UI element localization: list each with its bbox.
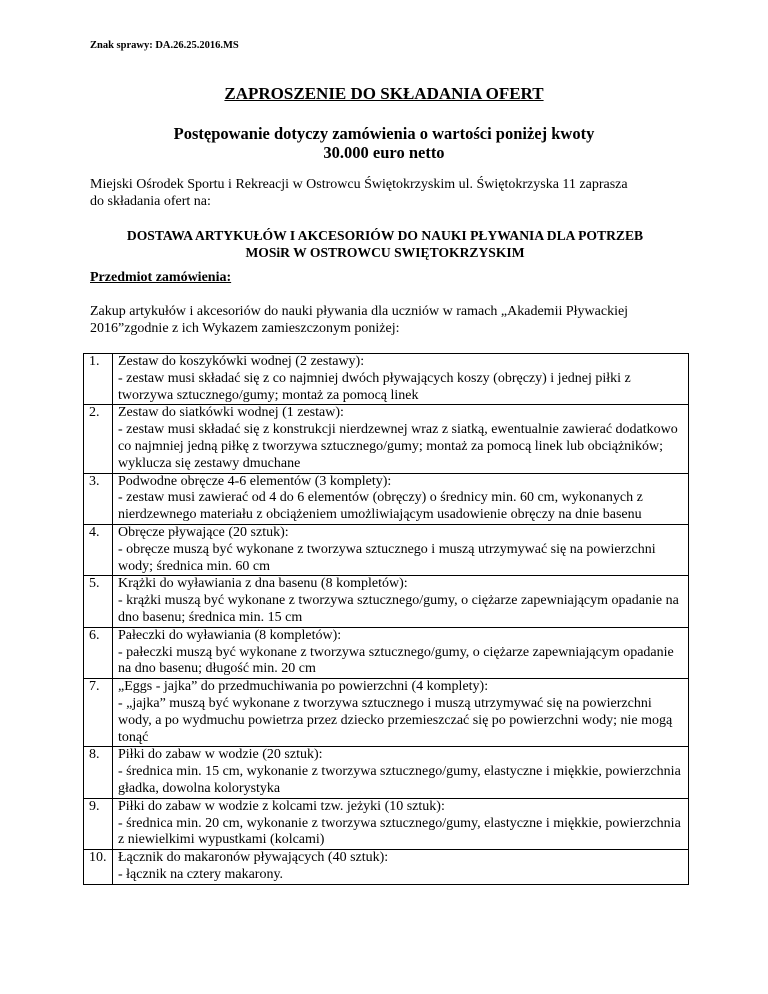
item-cell bbox=[113, 627, 689, 678]
item-cell bbox=[113, 679, 689, 747]
table-row bbox=[84, 627, 689, 678]
item-name: Obręcze pływające (20 sztuk): bbox=[118, 524, 289, 540]
document-subtitle bbox=[0, 124, 768, 162]
table-row bbox=[84, 576, 689, 627]
order-heading bbox=[80, 227, 690, 261]
items-table-body bbox=[84, 354, 689, 885]
item-number: 9. bbox=[84, 798, 113, 849]
item-number: 2. bbox=[84, 405, 113, 473]
item-description: - średnica min. 15 cm, wykonanie z tworzywa sztucznego/gumy, elastyczne i miękkie, powierzchnia gładka, dowolna kolorystyka bbox=[118, 764, 681, 796]
item-name: Pałeczki do wyławiania (8 kompletów): bbox=[118, 627, 342, 643]
item-description: - krążki muszą być wykonane z tworzywa sztucznego/gumy, o ciężarze zapewniającym opadanie na dno basenu; średnica min. 15 cm bbox=[118, 593, 679, 625]
table-row bbox=[84, 798, 689, 849]
purchase-line-2: 2016”zgodnie z ich Wykazem zamieszczonym poniżej: bbox=[90, 321, 400, 336]
intro-line-2: do składania ofert na: bbox=[90, 194, 211, 209]
item-name: Piłki do zabaw w wodzie (20 sztuk): bbox=[118, 747, 323, 763]
document-title: ZAPROSZENIE DO SKŁADANIA OFERT bbox=[224, 84, 544, 103]
item-description: - zestaw musi składać się z co najmniej dwóch pływających koszy (obręczy) i jednej piłki z tworzywa sztucznego/gumy; montaż za pomocą linek bbox=[118, 370, 631, 403]
table-row bbox=[84, 850, 689, 885]
heading-line-2: MOSiR W OSTROWCU SWIĘTOKRZYSKIM bbox=[245, 245, 525, 260]
item-number: 1. bbox=[84, 354, 113, 405]
table-row bbox=[84, 679, 689, 747]
item-description: - zestaw musi zawierać od 4 do 6 elementów (obręczy) o średnicy min. 60 cm, wykonanych z nierdzewnego materiału z obciążeniem umożliwiającym usadowienie obręczy na dnie basenu bbox=[118, 490, 643, 523]
item-name: Łącznik do makaronów pływających (40 sztuk): bbox=[118, 850, 389, 866]
item-number: 4. bbox=[84, 524, 113, 575]
subject-label: Przedmiot zamówienia: bbox=[90, 270, 232, 285]
item-cell bbox=[113, 405, 689, 473]
item-description: - średnica min. 20 cm, wykonanie z tworzywa sztucznego/gumy, elastyczne i miękkie, powierzchnia z niewielkimi wypustkami (kolcami) bbox=[118, 815, 681, 848]
table-row bbox=[84, 405, 689, 473]
item-cell bbox=[113, 747, 689, 798]
item-cell bbox=[113, 576, 689, 627]
item-description: - pałeczki muszą być wykonane z tworzywa sztucznego/gumy, o ciężarze zapewniającym opadanie na dno basenu; długość min. 20 cm bbox=[118, 644, 674, 677]
item-cell bbox=[113, 473, 689, 524]
item-name: „Eggs - jajka” do przedmuchiwania po powierzchni (4 komplety): bbox=[118, 679, 489, 695]
item-cell bbox=[113, 354, 689, 405]
subtitle-line-1: Postępowanie dotyczy zamówienia o wartości poniżej kwoty bbox=[173, 124, 595, 143]
table-row bbox=[84, 524, 689, 575]
item-name: Podwodne obręcze 4-6 elementów (3 komplety): bbox=[118, 473, 392, 489]
case-reference: Znak sprawy: DA.26.25.2016.MS bbox=[90, 40, 239, 51]
table-row bbox=[84, 473, 689, 524]
item-name: Piłki do zabaw w wodzie z kolcami tzw. jeżyki (10 sztuk): bbox=[118, 798, 445, 814]
item-description: - „jajka” muszą być wykonane z tworzywa sztucznego i muszą utrzymywać się na powierzchni wody, a po wydmuchu powietrza przez dziecko przemieszczać się po powierzchni wody; nie mogą tonąć bbox=[118, 695, 673, 745]
item-cell bbox=[113, 850, 689, 885]
item-number: 5. bbox=[84, 576, 113, 627]
item-name: Zestaw do siatkówki wodnej (1 zestaw): bbox=[118, 405, 344, 421]
item-name: Krążki do wyławiania z dna basenu (8 kompletów): bbox=[118, 576, 408, 592]
item-number: 10. bbox=[84, 850, 113, 885]
item-description: - obręcze muszą być wykonane z tworzywa sztucznego i muszą utrzymywać się na powierzchni wody; średnica min. 60 cm bbox=[118, 541, 656, 574]
table-row bbox=[84, 747, 689, 798]
item-number: 8. bbox=[84, 747, 113, 798]
heading-line-1: DOSTAWA ARTYKUŁÓW I AKCESORIÓW DO NAUKI PŁYWANIA DLA POTRZEB bbox=[126, 228, 644, 243]
item-name: Zestaw do koszykówki wodnej (2 zestawy): bbox=[118, 354, 365, 369]
item-description: - zestaw musi składać się z konstrukcji nierdzewnej wraz z siatką, ewentualnie zawierać dodatkowo co najmniej jedną piłkę z tworzywa sztucznego/gumy; montaż za pomocą linek lub obciążników; wyklucza się zestawy dmuchane bbox=[118, 422, 678, 471]
intro-paragraph bbox=[90, 176, 690, 210]
subtitle-line-2: 30.000 euro netto bbox=[323, 143, 445, 162]
items-table bbox=[83, 353, 689, 885]
intro-line-1: Miejski Ośrodek Sportu i Rekreacji w Ostrowcu Świętokrzyskim ul. Świętokrzyska 11 zaprasza bbox=[90, 177, 628, 192]
item-cell bbox=[113, 524, 689, 575]
item-description: - łącznik na cztery makarony. bbox=[118, 866, 284, 882]
item-number: 3. bbox=[84, 473, 113, 524]
table-row bbox=[84, 354, 689, 405]
item-number: 7. bbox=[84, 679, 113, 747]
purchase-line-1: Zakup artykułów i akcesoriów do nauki pływania dla uczniów w ramach „Akademii Pływackiej bbox=[90, 304, 629, 319]
purchase-paragraph bbox=[90, 303, 690, 337]
item-number: 6. bbox=[84, 627, 113, 678]
item-cell bbox=[113, 798, 689, 849]
